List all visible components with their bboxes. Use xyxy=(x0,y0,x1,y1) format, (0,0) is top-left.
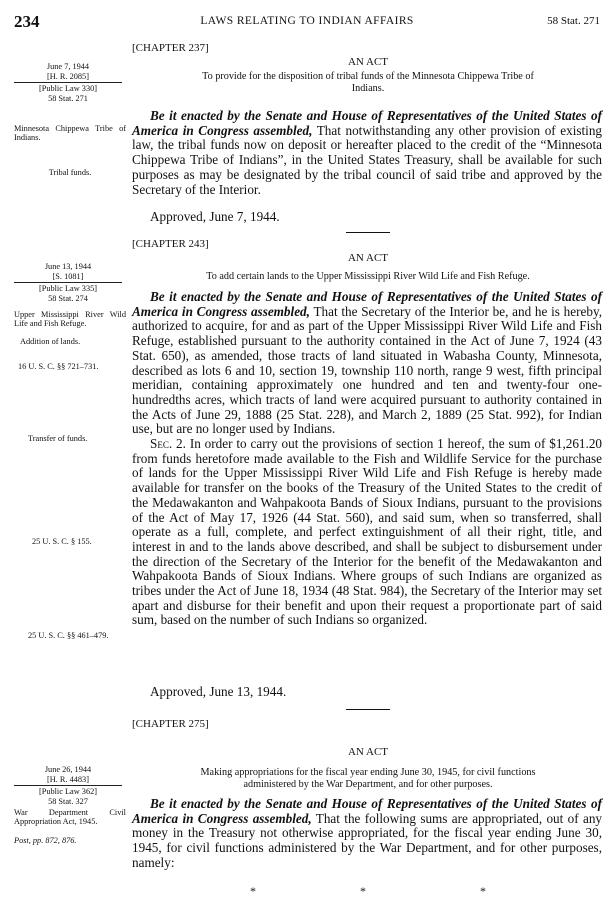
chapter-275-heading: [CHAPTER 275] xyxy=(132,718,209,730)
chapter-237-margin-note xyxy=(14,62,122,103)
chapter-237-purpose-line-2: Indians. xyxy=(351,82,385,94)
chapter-237-act-title: AN ACT xyxy=(347,56,389,68)
enacting-clause: Be it enacted by the Senate and House of Representatives of the United States of America in Congress assembled, xyxy=(132,108,602,138)
enacting-clause: Be it enacted by the Senate and House of Representatives of the United States of America in Congress assembled, xyxy=(132,289,602,319)
chapter-237-body: That notwithstanding any other provision of existing law, the tribal funds now on deposit or hereafter placed to the credit of the “Minnesota Chippewa Tribe of Indians”, in the United States Treasury, shall be available for such purposes as may be designated by the tribal council of said tribe and approved by the Secretary of the Interior. xyxy=(132,122,603,197)
margin-topic-transfer: Transfer of funds. xyxy=(28,434,88,443)
chapter-237-purpose-line-1: To provide for the disposition of tribal funds of the Minnesota Chippewa Tribe of xyxy=(202,71,534,82)
margin-topic-upper-mississippi: Upper Mississippi River Wild Life and Fish Refuge. xyxy=(14,310,126,329)
chapter-243-margin-note xyxy=(14,262,122,303)
margin-date: June 13, 1944 xyxy=(44,262,92,271)
section-divider xyxy=(346,232,390,233)
chapter-243-purpose xyxy=(138,271,598,283)
margin-bill: [H. R. 4483] xyxy=(14,775,122,786)
margin-stat: 58 Stat. 327 xyxy=(48,796,88,806)
margin-stat: 58 Stat. 274 xyxy=(48,293,88,303)
section-2-label: Sec. 2. xyxy=(150,436,186,452)
margin-topic-usc-461: 25 U. S. C. §§ 461–479. xyxy=(28,631,109,640)
chapter-275-purpose-line-1: Making appropriations for the fiscal year ending June 30, 1945, for civil functions xyxy=(200,767,536,778)
margin-public-law: [Public Law 335] xyxy=(38,284,98,294)
chapter-243-purpose-line-1: To add certain lands to the Upper Mississippi River Wild Life and Fish Refuge. xyxy=(206,271,530,282)
chapter-275-purpose-line-2: administered by the War Department, and for other purposes. xyxy=(243,778,493,790)
margin-topic-post: Post, pp. 872, 876. xyxy=(14,836,77,845)
margin-topic-addition: Addition of lands. xyxy=(20,337,81,346)
chapter-243-section-1: That the Secretary of the Interior be, and he is hereby, authorized to acquire, for and as part of the Upper Mississippi River Wild Life and Fish Refuge, established pursuant to the authority contained in the Act of June 7, 1924 (43 Stat. 650), as amended, those tracts of land situated in Wabasha County, Minnesota, described as lots 6 and 10, section 19, township 110 north, range 9 west, fifth principal meridian, containing approximately one hundred and ten and twenty-four one-hundredths acres, which tracts of land were acquired pursuant to authority contained in the Acts of June 29, 1888 (25 Stat. 228), and March 2, 1889 (25 Stat. 992), for Indian use, but are no longer used by Indians. xyxy=(132,303,602,437)
enacting-clause: Be it enacted by the Senate and House of Representatives of the United States of America in Congress assembled, xyxy=(132,796,602,826)
chapter-237-purpose xyxy=(138,71,598,94)
running-title: LAWS RELATING TO INDIAN AFFAIRS xyxy=(200,15,414,27)
chapter-243-section-2: In order to carry out the provisions of section 1 hereof, the sum of $1,261.20 from funds heretofore made available to the Fish and Wildlife Service for the purchase of lands for the Upper Mississippi River Wild Life and Fish Refuge is hereby made available for transfer on the books of the Treasury of the United States to the credit of the Medawakanton and Wahpakoota Bands of Sioux Indians, pursuant to the provisions of the Act of May 17, 1926 (44 Stat. 560), and said sum, when so transferred, shall operate as a full, complete, and perfect extinguishment of all their right, title, and interest in and to the lands above described, and shall be subject to disbursement under the direction of the Secretary of the Interior for the benefit of the Medawakanton and Wahpakoota Bands of Sioux Indians. Where groups of such Indians are organized as tribes under the Act of June 18, 1934 (48 Stat. 984), the Secretary of the Interior may set apart and disburse for their benefit and upon their request a proportionate part of said sum, based on the number of such Indians so organized. xyxy=(132,436,603,628)
chapter-243-approved: Approved, June 13, 1944. xyxy=(150,684,287,699)
chapter-275-text xyxy=(132,797,602,871)
margin-bill: [S. 1081] xyxy=(14,272,122,283)
margin-date: June 7, 1944 xyxy=(46,62,90,71)
chapter-243-act-title: AN ACT xyxy=(347,252,389,264)
margin-topic-war-dept: War Department Civil Appropriation Act, 1945. xyxy=(14,808,126,827)
statute-citation: 58 Stat. 271 xyxy=(547,15,600,27)
chapter-237-approved: Approved, June 7, 1944. xyxy=(150,209,280,224)
chapter-275-margin-note xyxy=(14,765,122,806)
chapter-243-heading: [CHAPTER 243] xyxy=(132,238,209,250)
star-2: * xyxy=(360,884,366,898)
chapter-275-purpose xyxy=(138,767,598,790)
section-divider xyxy=(346,709,390,710)
margin-public-law: [Public Law 362] xyxy=(38,787,98,797)
chapter-243-text xyxy=(132,290,602,628)
chapter-275-body: That the following sums are appropriated, out of any money in the Treasury not otherwise appropriated, for the fiscal year ending June 30, 1945, for civil functions administered by the War Department, and for other purposes, namely: xyxy=(132,810,603,870)
margin-topic-usc-721: 16 U. S. C. §§ 721–731. xyxy=(18,362,99,371)
margin-topic-usc-155: 25 U. S. C. § 155. xyxy=(32,537,92,546)
page-number: 234 xyxy=(14,12,40,31)
star-3: * xyxy=(480,884,486,898)
margin-bill: [H. R. 2085] xyxy=(14,72,122,83)
star-1: * xyxy=(250,884,256,898)
margin-stat: 58 Stat. 271 xyxy=(48,93,88,103)
margin-topic-minnesota: Minnesota Chippewa Tribe of Indians. xyxy=(14,124,126,143)
chapter-237-text xyxy=(132,109,602,197)
page-header xyxy=(14,12,600,32)
margin-topic-tribal-funds: Tribal funds. xyxy=(48,168,92,177)
margin-date: June 26, 1944 xyxy=(44,765,92,774)
chapter-275-act-title: AN ACT xyxy=(347,746,389,758)
margin-public-law: [Public Law 330] xyxy=(38,84,98,94)
chapter-237-heading: [CHAPTER 237] xyxy=(132,42,209,54)
